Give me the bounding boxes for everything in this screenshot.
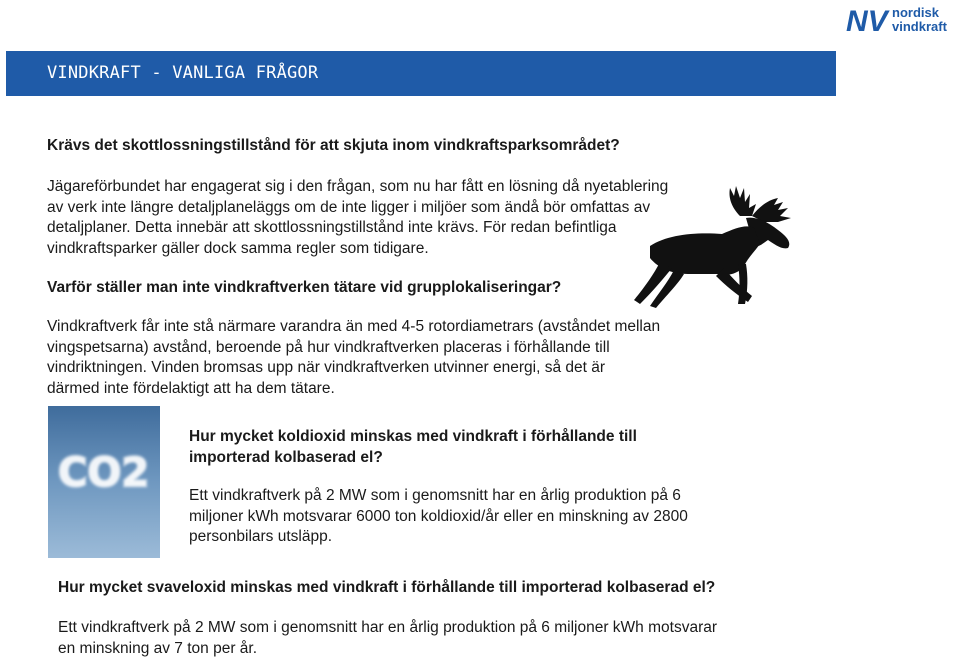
answer-line: en minskning av 7 ton per år.	[58, 639, 717, 659]
faq-question-1: Krävs det skottlossningstillstånd för att skjuta inom vindkraftsparksområdet?	[47, 135, 620, 156]
answer-line: därmed inte fördelaktigt att ha dem tätare.	[47, 379, 660, 400]
answer-line: vindkraftsparker gäller dock samma regler som tidigare.	[47, 239, 668, 260]
answer-line: vingspetsarna) avstånd, beroende på hur vindkraftverken placeras i förhållande till	[47, 338, 660, 359]
answer-line: Ett vindkraftverk på 2 MW som i genomsnitt har en årlig produktion på 6	[189, 486, 688, 507]
logo-word-vindkraft: vindkraft	[892, 19, 948, 34]
question-line: importerad kolbaserad el?	[189, 447, 637, 468]
answer-line: personbilars utsläpp.	[189, 527, 688, 548]
faq-answer-2	[47, 317, 660, 399]
answer-line: Vindkraftverk får inte stå närmare varandra än med 4-5 rotordiametrars (avståndet mellan	[47, 317, 660, 338]
question-line: Hur mycket koldioxid minskas med vindkraft i förhållande till	[189, 426, 637, 447]
answer-line: Jägareförbundet har engagerat sig i den frågan, som nu har fått en lösning då nyetablering	[47, 177, 668, 198]
answer-line: detaljplaner. Detta innebär att skottlossningstillstånd inte krävs. För redan befintliga	[47, 218, 668, 239]
faq-answer-4	[58, 618, 717, 659]
title-banner	[6, 51, 836, 96]
faq-answer-1	[47, 177, 668, 259]
answer-line: vindriktningen. Vinden bromsas upp när vindkraftverken utvinner energi, så det är	[47, 358, 660, 379]
page-title: VINDKRAFT - VANLIGA FRÅGOR	[47, 63, 318, 83]
answer-line: miljoner kWh motsvarar 6000 ton koldioxid/år eller en minskning av 2800	[189, 507, 688, 528]
faq-answer-3	[189, 486, 688, 548]
faq-question-2: Varför ställer man inte vindkraftverken tätare vid grupplokaliseringar?	[47, 277, 561, 298]
answer-line: av verk inte längre detaljplaneläggs om de inte ligger i miljöer som ändå bör omfattas av	[47, 198, 668, 219]
faq-question-4: Hur mycket svaveloxid minskas med vindkraft i förhållande till importerad kolbaserad el?	[58, 577, 715, 598]
faq-question-3	[189, 426, 637, 468]
logo-word-nordisk: nordisk	[892, 5, 940, 20]
moose-silhouette-icon	[628, 178, 803, 313]
nordisk-vindkraft-logo	[846, 4, 958, 36]
answer-line: Ett vindkraftverk på 2 MW som i genomsnitt har en årlig produktion på 6 miljoner kWh motsvarar	[58, 618, 717, 639]
co2-cloud-image	[48, 406, 160, 558]
logo-mark: NV	[846, 5, 891, 36]
co2-cloud-text: CO2	[58, 450, 149, 496]
